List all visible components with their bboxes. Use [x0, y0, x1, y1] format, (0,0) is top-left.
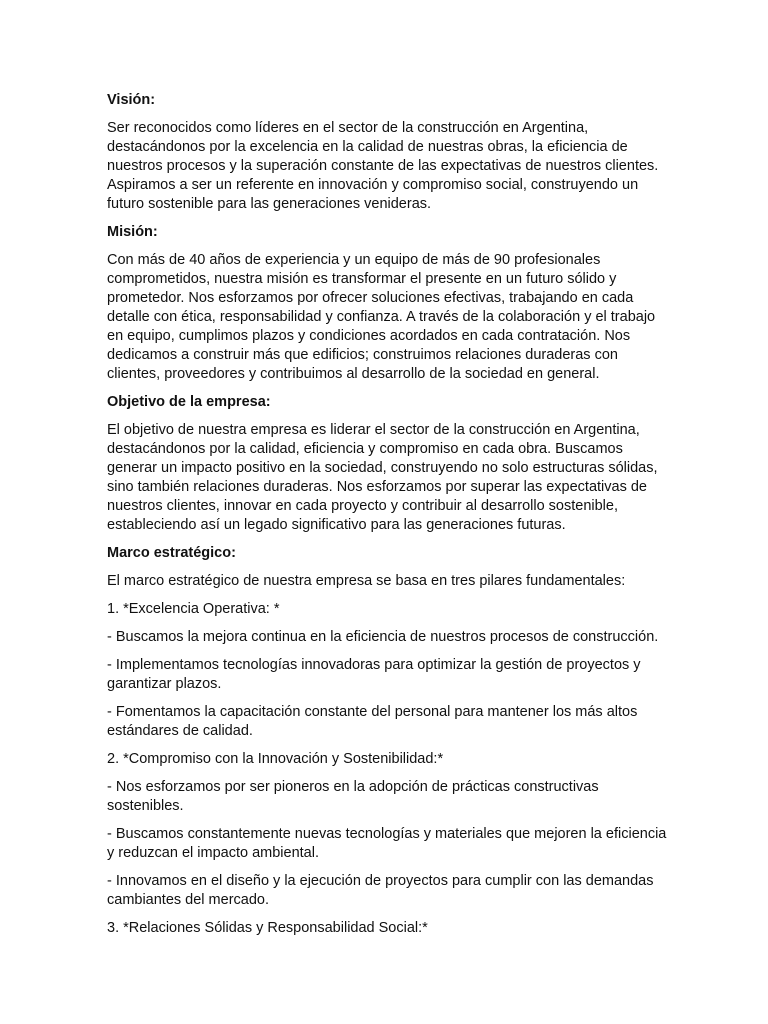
vision-heading: Visión: — [107, 92, 156, 108]
objective-heading: Objetivo de la empresa: — [107, 394, 271, 410]
pillar-2-item: - Buscamos constantemente nuevas tecnologías y materiales que mejoren la eficiencia y reduzcan el impacto ambiental. — [107, 826, 667, 861]
pillar-1-title: 1. *Excelencia Operativa: * — [107, 601, 280, 617]
framework-intro: El marco estratégico de nuestra empresa se basa en tres pilares fundamentales: — [107, 573, 626, 589]
pillar-1-item: - Implementamos tecnologías innovadoras para optimizar la gestión de proyectos y garantizar plazos. — [107, 657, 641, 692]
pillar-2-item: - Nos esforzamos por ser pioneros en la adopción de prácticas constructivas sostenibles. — [107, 779, 599, 814]
mission-heading: Misión: — [107, 224, 158, 240]
pillar-3-title: 3. *Relaciones Sólidas y Responsabilidad Social:* — [107, 920, 428, 936]
pillar-1-item: - Fomentamos la capacitación constante del personal para mantener los más altos estándares de calidad. — [107, 704, 638, 739]
vision-paragraph: Ser reconocidos como líderes en el sector de la construcción en Argentina, destacándonos por la excelencia en la calidad de nuestras obras, la eficiencia de nuestros procesos y la superación constante de las expectativas de nuestros clientes. Aspiramos a ser un referente en innovación y compromiso social, construyendo un futuro sostenible para las generaciones venideras. — [107, 120, 659, 212]
framework-heading: Marco estratégico: — [107, 545, 236, 561]
objective-paragraph: El objetivo de nuestra empresa es liderar el sector de la construcción en Argentina, destacándonos por la calidad, eficiencia y compromiso en cada obra. Buscamos generar un impacto positivo en la sociedad, construyendo no solo estructuras sólidas, sino también relaciones duraderas. Nos esforzamos por superar las expectativas de nuestros clientes, innovar en cada proyecto y contribuir al desarrollo sostenible, estableciendo así un legado significativo para las generaciones futuras. — [107, 422, 658, 533]
pillar-2-title: 2. *Compromiso con la Innovación y Sostenibilidad:* — [107, 751, 444, 767]
mission-paragraph: Con más de 40 años de experiencia y un equipo de más de 90 profesionales comprometidos, nuestra misión es transformar el presente en un futuro sólido y prometedor. Nos esforzamos por ofrecer soluciones efectivas, trabajando en cada detalle con ética, responsabilidad y confianza. A través de la colaboración y el trabajo en equipo, cumplimos plazos y condiciones acordados en cada contratación. Nos dedicamos a construir más que edificios; construimos relaciones duraderas con clientes, proveedores y contribuimos al desarrollo de la sociedad en general. — [107, 252, 656, 382]
pillar-1-item: - Buscamos la mejora continua en la eficiencia de nuestros procesos de construcción. — [107, 629, 659, 645]
pillar-2-item: - Innovamos en el diseño y la ejecución de proyectos para cumplir con las demandas cambiantes del mercado. — [107, 873, 654, 908]
